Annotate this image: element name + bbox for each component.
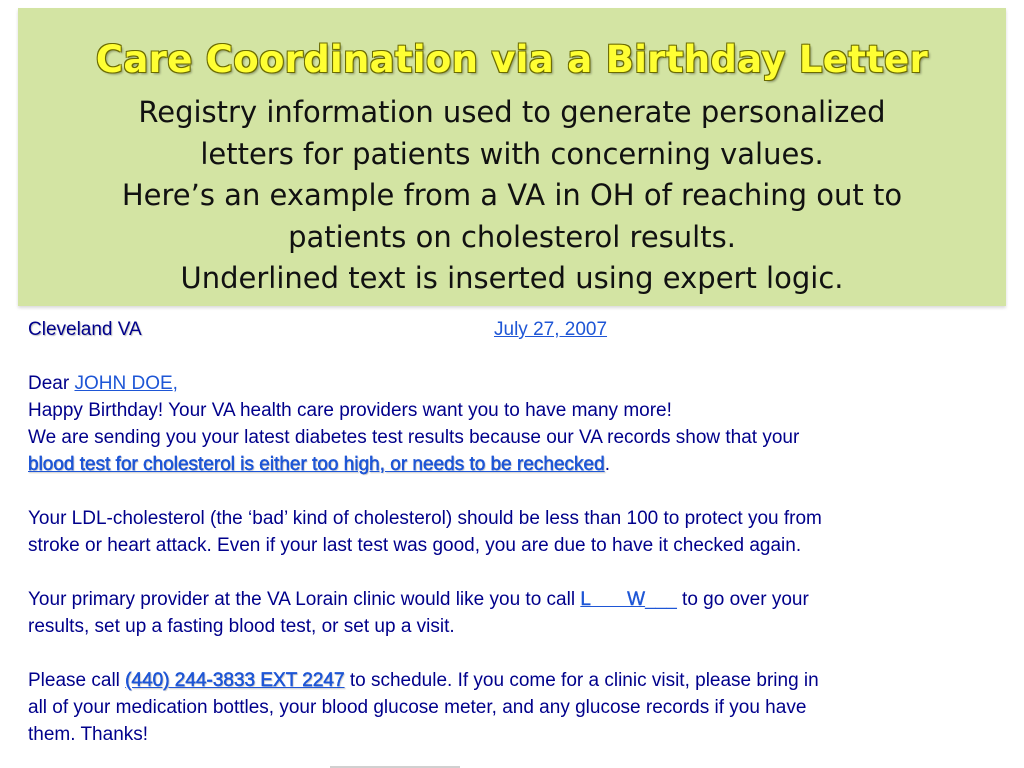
ldl-line-2: stroke or heart attack. Even if your last test was good, you are due to have it checked again. bbox=[28, 535, 802, 556]
provider-line-1 bbox=[28, 586, 998, 613]
provider-line-2: results, set up a fasting blood test, or set up a visit. bbox=[28, 616, 455, 637]
subtitle-line-4: patients on cholesterol results. bbox=[288, 219, 736, 254]
facility-name: Cleveland VA bbox=[28, 319, 142, 340]
subtitle-line-3: Here’s an example from a VA in OH of reaching out to bbox=[121, 178, 903, 212]
slide-subtitle bbox=[18, 92, 1006, 300]
call-line-3: them. Thanks! bbox=[28, 724, 149, 745]
slide-title: Care Coordination via a Birthday Letter bbox=[95, 38, 929, 81]
provider-trail: ___ bbox=[645, 589, 677, 610]
concern-period: . bbox=[604, 454, 610, 475]
ldl-line-1: Your LDL-cholesterol (the ‘bad’ kind of cholesterol) should be less than 100 to protect you from bbox=[28, 508, 822, 529]
phone-number: (440) 244-3833 EXT 2247 bbox=[125, 670, 345, 691]
letter-header-line bbox=[28, 316, 998, 343]
greeting-line bbox=[28, 370, 998, 397]
subtitle-line-1: Registry information used to generate personalized bbox=[138, 95, 886, 129]
call-line-2: all of your medication bottles, your blood glucose meter, and any glucose records if you have bbox=[28, 697, 807, 718]
sending-line: We are sending you your latest diabetes test results because our VA records show that your bbox=[28, 427, 800, 448]
birthday-letter bbox=[28, 316, 998, 748]
patient-name: JOHN DOE bbox=[74, 373, 173, 394]
provider-prefix: Your primary provider at the VA Lorain clinic would like you to call bbox=[28, 589, 581, 610]
call-prefix: Please call bbox=[28, 670, 126, 691]
greeting-comma: , bbox=[172, 373, 178, 394]
provider-name: L W bbox=[580, 589, 646, 610]
subtitle-line-2: letters for patients with concerning values. bbox=[200, 136, 824, 171]
letter-date: July 27, 2007 bbox=[494, 319, 608, 340]
provider-suffix: to go over your bbox=[676, 589, 809, 610]
concern-line bbox=[28, 451, 998, 478]
greeting-prefix: Dear bbox=[28, 373, 75, 394]
call-line-1 bbox=[28, 667, 998, 694]
concern-text: blood test for cholesterol is either too high, or needs to be rechecked bbox=[28, 454, 605, 475]
birthday-line: Happy Birthday! Your VA health care providers want you to have many more! bbox=[28, 400, 672, 421]
subtitle-line-5: Underlined text is inserted using expert logic. bbox=[180, 261, 844, 295]
call-suffix: to schedule. If you come for a clinic visit, please bring in bbox=[344, 670, 819, 691]
slide-header bbox=[18, 8, 1006, 306]
